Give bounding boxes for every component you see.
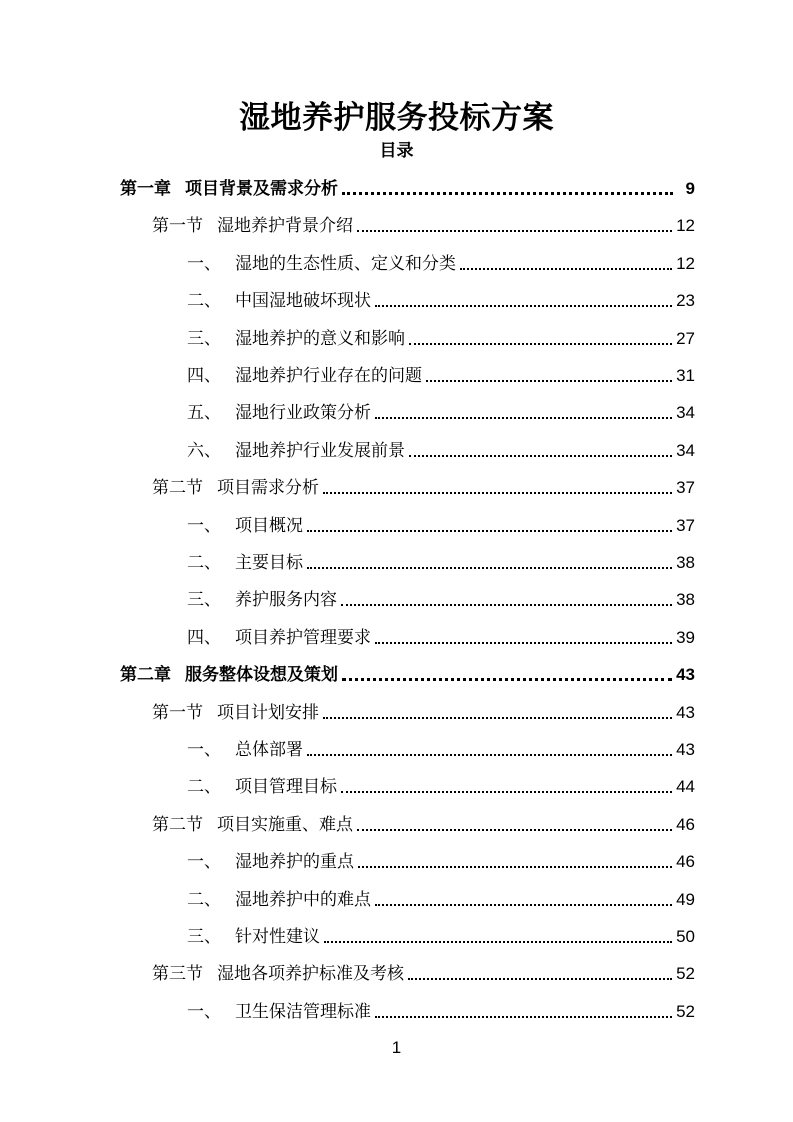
toc-entry-title: 中国湿地破坏现状	[235, 291, 371, 312]
toc-dot-leader	[375, 417, 672, 419]
toc-entry[interactable]	[152, 692, 695, 724]
toc-entry-page: 39	[676, 627, 695, 647]
toc-dot-leader	[357, 230, 672, 232]
toc-entry-page: 52	[676, 1001, 695, 1021]
toc-entry-page: 31	[676, 366, 695, 385]
toc-dot-leader	[375, 904, 672, 906]
toc-entry-number: 五、	[187, 403, 221, 424]
toc-entry-page: 50	[676, 927, 695, 946]
toc-entry[interactable]	[120, 654, 695, 686]
toc-entry-page: 12	[676, 216, 695, 236]
toc-entry[interactable]	[187, 430, 695, 462]
toc-entry-number: 四、	[187, 366, 221, 386]
toc-entry-page: 46	[676, 814, 695, 834]
toc-entry-title: 湿地养护行业存在的问题	[235, 366, 422, 386]
toc-entry[interactable]	[152, 467, 695, 499]
toc-entry-title: 项目计划安排	[217, 702, 319, 723]
toc-entry-title: 项目概况	[235, 515, 303, 536]
toc-entry-title: 湿地养护的重点	[235, 852, 354, 873]
toc-entry-number: 一、	[187, 515, 221, 536]
toc-entry-title: 湿地养护的意义和影响	[235, 328, 405, 349]
toc-entry[interactable]	[187, 766, 695, 798]
toc-entry-number: 第二章	[120, 665, 171, 686]
toc-dot-leader	[375, 305, 672, 307]
toc-entry[interactable]	[187, 617, 695, 649]
toc-entry-page: 43	[676, 665, 695, 685]
toc-dot-leader	[342, 192, 673, 195]
toc-entry-page: 43	[676, 702, 695, 722]
toc-dot-leader	[375, 642, 672, 644]
toc-entry-number: 六、	[187, 440, 221, 461]
toc-entry-page: 38	[676, 553, 695, 572]
toc-entry-number: 二、	[187, 553, 221, 573]
toc-entry-number: 第二节	[152, 814, 203, 835]
toc-entry-title: 项目实施重、难点	[217, 814, 353, 835]
toc-entry-title: 湿地各项养护标准及考核	[217, 964, 404, 985]
toc-entry-title: 湿地养护中的难点	[235, 889, 371, 910]
toc-entry-number: 第一节	[152, 702, 203, 723]
toc-entry-number: 一、	[187, 253, 221, 274]
toc-entry-number: 第三节	[152, 964, 203, 985]
toc-entry-number: 第二节	[152, 478, 203, 499]
toc-entry-title: 项目养护管理要求	[235, 627, 371, 648]
toc-entry-number: 四、	[187, 627, 221, 648]
toc-entry[interactable]	[187, 991, 695, 1023]
toc-entry-page: 34	[676, 403, 695, 423]
toc-dot-leader	[409, 455, 672, 457]
toc-entry-title: 总体部署	[235, 740, 303, 760]
page-number: 1	[391, 1038, 402, 1057]
toc-dot-leader	[341, 604, 672, 606]
toc-dot-leader	[323, 717, 672, 719]
toc-entry-title: 服务整体设想及策划	[185, 665, 338, 686]
toc-dot-leader	[324, 941, 672, 943]
toc-entry-number: 三、	[187, 328, 221, 349]
toc-entry-page: 23	[676, 291, 695, 311]
toc-entry[interactable]	[187, 841, 695, 873]
toc-dot-leader	[307, 754, 672, 756]
toc-entry[interactable]	[187, 318, 695, 350]
toc-entry-page: 9	[685, 179, 695, 198]
toc-entry[interactable]	[187, 542, 695, 574]
toc-dot-leader	[323, 492, 672, 494]
toc-entry-page: 38	[676, 590, 695, 610]
toc-entry[interactable]	[152, 205, 695, 237]
toc-entry-page: 12	[676, 253, 695, 273]
toc-entry-number: 一、	[187, 1001, 221, 1022]
toc-entry-title: 湿地的生态性质、定义和分类	[235, 253, 456, 274]
toc-entry-title: 项目管理目标	[235, 777, 337, 798]
toc-entry[interactable]	[187, 355, 695, 387]
toc-entry-title: 养护服务内容	[235, 590, 337, 611]
toc-entry-page: 44	[676, 777, 695, 797]
toc-dot-leader	[426, 380, 672, 382]
toc-entry-page: 37	[676, 515, 695, 535]
toc-entry-number: 第一节	[152, 216, 203, 237]
toc-dot-leader	[409, 343, 672, 345]
toc-dot-leader	[341, 791, 672, 793]
toc-dot-leader	[357, 829, 672, 831]
document-title: 湿地养护服务投标方案	[239, 100, 554, 136]
toc-entry-number: 二、	[187, 777, 221, 798]
toc-dot-leader	[307, 567, 672, 569]
toc-entry-page: 43	[676, 740, 695, 759]
toc-dot-leader	[408, 978, 672, 980]
toc-entry[interactable]	[152, 804, 695, 836]
toc-entry[interactable]	[187, 243, 695, 275]
toc-entry-title: 项目需求分析	[217, 478, 319, 499]
toc-entry-title: 卫生保洁管理标准	[235, 1001, 371, 1022]
toc-entry-page: 49	[676, 889, 695, 909]
toc-entry-number: 三、	[187, 927, 221, 947]
toc-entry-page: 34	[676, 440, 695, 460]
toc-entry-number: 一、	[187, 740, 221, 760]
toc-entry-page: 37	[676, 478, 695, 498]
toc-entry[interactable]	[187, 280, 695, 312]
toc-entry[interactable]	[120, 168, 695, 200]
toc-entry[interactable]	[187, 579, 695, 611]
toc-entry[interactable]	[187, 392, 695, 424]
toc-entry-page: 46	[676, 852, 695, 872]
toc-entry-number: 三、	[187, 590, 221, 611]
toc-entry-number: 一、	[187, 852, 221, 873]
toc-entry[interactable]	[187, 729, 695, 761]
toc-entry-page: 52	[676, 964, 695, 984]
toc-entry-title: 湿地行业政策分析	[235, 403, 371, 424]
toc-entry[interactable]	[187, 916, 695, 948]
toc-dot-leader	[307, 530, 672, 532]
toc-entry-number: 二、	[187, 889, 221, 910]
toc-entry-title: 湿地养护背景介绍	[217, 216, 353, 237]
toc-heading: 目录	[379, 141, 414, 161]
toc-dot-leader	[375, 1016, 672, 1018]
toc-dot-leader	[358, 866, 672, 868]
toc-entry[interactable]	[187, 505, 695, 537]
toc-entry[interactable]	[187, 879, 695, 911]
toc-entry-page: 27	[676, 328, 695, 348]
toc-entry[interactable]	[152, 953, 695, 985]
toc-dot-leader	[342, 678, 672, 681]
toc-entry-number: 第一章	[120, 179, 171, 199]
toc-entry-title: 针对性建议	[235, 927, 320, 947]
toc-entry-title: 项目背景及需求分析	[185, 179, 338, 199]
toc-entry-title: 湿地养护行业发展前景	[235, 440, 405, 461]
toc-entry-number: 二、	[187, 291, 221, 312]
toc-entry-title: 主要目标	[235, 553, 303, 573]
toc-dot-leader	[460, 268, 672, 270]
